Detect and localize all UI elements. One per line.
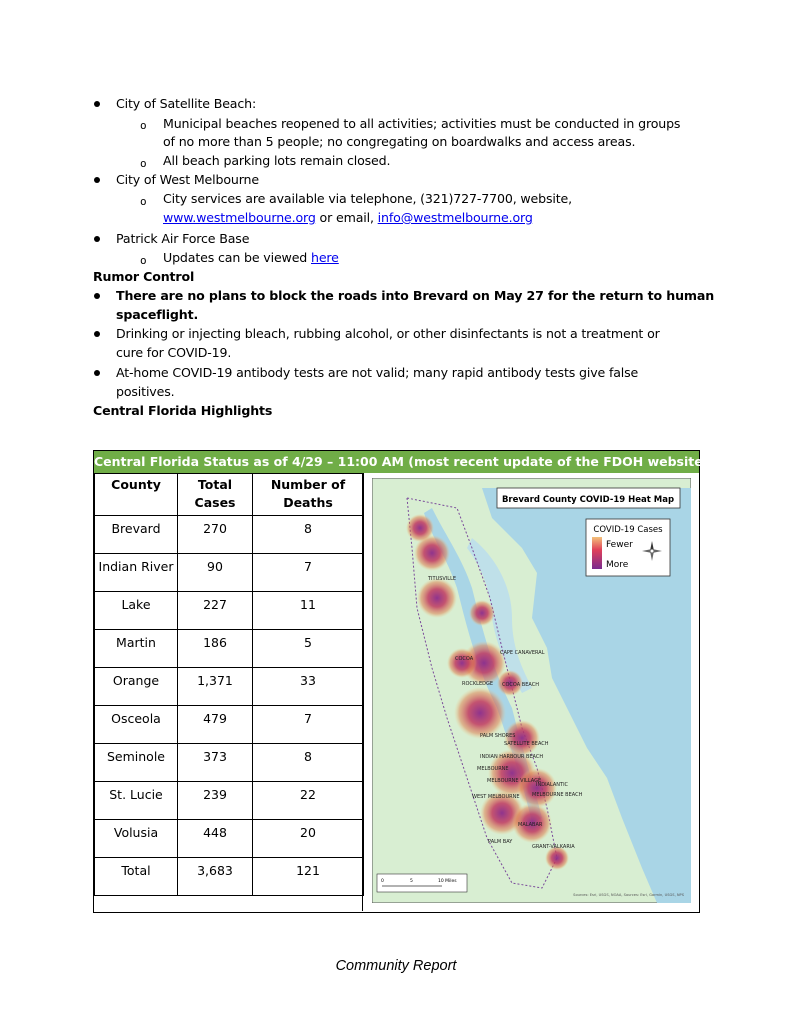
place-label: ROCKLEDGE — [462, 681, 494, 687]
heat-spot — [417, 578, 457, 618]
page-footer: Community Report — [335, 958, 457, 974]
sub-bullet: o — [140, 119, 147, 132]
table-row — [95, 630, 364, 668]
cell-cases: 1,371 — [178, 668, 253, 706]
place-label: WEST MELBOURNE — [472, 794, 520, 800]
cell-county: Indian River — [95, 554, 178, 592]
update-item-line: of no more than 5 people; no congregating on boardwalks and access areas. — [163, 134, 636, 149]
bullet — [94, 177, 100, 183]
table-row — [95, 820, 364, 858]
cell-county: Lake — [95, 592, 178, 630]
place-label: MELBOURNE BEACH — [532, 792, 583, 798]
rumor-item-line: positives. — [116, 384, 175, 399]
website-link[interactable]: www.westmelbourne.org — [163, 210, 316, 225]
table-row — [95, 744, 364, 782]
map-source-credit: Sources: Esri, USGS, NOAA, Sources: Esri, Garmin, USGS, NPS — [573, 893, 684, 897]
cell-deaths: 20 — [253, 820, 364, 858]
column-header-county: County — [95, 474, 178, 516]
total-cases-label: Total Cases — [194, 477, 236, 510]
cell-deaths: 7 — [253, 706, 364, 744]
table-header-row — [95, 474, 364, 516]
cell-county: Orange — [95, 668, 178, 706]
contact-line — [163, 208, 533, 227]
update-item-line: City services are available via telephone, (321)727-7700, website, — [163, 191, 572, 206]
cell-cases: 479 — [178, 706, 253, 744]
patrick-update-text: Updates can be viewed — [163, 250, 311, 265]
place-label: GRANT-VALKARIA — [532, 844, 575, 850]
cell-deaths: 8 — [253, 744, 364, 782]
cell-deaths: 22 — [253, 782, 364, 820]
cell-cases: 373 — [178, 744, 253, 782]
heat-spot — [517, 768, 557, 808]
heat-spot — [454, 687, 506, 739]
cell-deaths: 8 — [253, 516, 364, 554]
cell-deaths: 11 — [253, 592, 364, 630]
bullet — [94, 236, 100, 242]
table-row — [95, 668, 364, 706]
place-label: SATELLITE BEACH — [504, 741, 549, 747]
central-florida-highlights-heading: Central Florida Highlights — [93, 403, 273, 418]
scale-label: 10 Miles — [438, 879, 457, 884]
cell-county: Seminole — [95, 744, 178, 782]
update-title-patrick-afb: Patrick Air Force Base — [116, 231, 250, 246]
bullet — [94, 101, 100, 107]
heat-spot — [447, 648, 477, 678]
map-title: Brevard County COVID-19 Heat Map — [501, 495, 675, 505]
table-row — [95, 706, 364, 744]
cell-cases: 270 — [178, 516, 253, 554]
place-label: PALM SHORES — [480, 733, 516, 739]
cell-cases: 239 — [178, 782, 253, 820]
legend-more: More — [606, 560, 629, 570]
column-header-deaths — [253, 474, 364, 516]
brevard-heat-map — [372, 478, 691, 903]
status-table-container — [93, 450, 709, 913]
bullet — [94, 370, 100, 376]
cell-county: Osceola — [95, 706, 178, 744]
cell-cases: 448 — [178, 820, 253, 858]
update-item-line: All beach parking lots remain closed. — [163, 153, 391, 168]
cell-deaths: 121 — [253, 858, 364, 896]
sub-bullet: o — [140, 157, 147, 170]
place-label: MELBOURNE VILLAGE — [487, 778, 542, 784]
here-link[interactable]: here — [311, 250, 339, 265]
email-link[interactable]: info@westmelbourne.org — [377, 210, 533, 225]
rumor-control-heading: Rumor Control — [93, 269, 195, 284]
place-label: CAPE CANAVERAL — [500, 650, 545, 656]
cell-county: St. Lucie — [95, 782, 178, 820]
scale-label: 5 — [410, 879, 413, 884]
cell-cases: 90 — [178, 554, 253, 592]
deaths-label: Number of Deaths — [270, 477, 346, 510]
place-label: COCOA BEACH — [502, 682, 539, 688]
legend-gradient — [592, 537, 602, 569]
heat-map-cell — [362, 473, 699, 911]
cell-deaths: 7 — [253, 554, 364, 592]
table-row — [95, 516, 364, 554]
legend-title: COVID-19 Cases — [593, 525, 663, 535]
update-title-west-melbourne: City of West Melbourne — [116, 172, 259, 187]
cell-cases: 227 — [178, 592, 253, 630]
cell-county: Brevard — [95, 516, 178, 554]
place-label: MELBOURNE — [477, 766, 509, 772]
legend-fewer: Fewer — [606, 540, 633, 550]
place-label: MALABAR — [518, 822, 543, 828]
update-item-line: Municipal beaches reopened to all activities; activities must be conducted in groups — [163, 116, 681, 131]
cell-county: Martin — [95, 630, 178, 668]
rumor-item-line: cure for COVID-19. — [116, 345, 232, 360]
heat-spot — [406, 514, 434, 542]
table-row — [95, 858, 364, 896]
bullet — [94, 293, 100, 299]
cell-deaths: 33 — [253, 668, 364, 706]
sub-bullet: o — [140, 254, 147, 267]
cell-county: Volusia — [95, 820, 178, 858]
rumor-item-line: There are no plans to block the roads into Brevard on May 27 for the return to human — [116, 288, 715, 303]
cell-county: Total — [95, 858, 178, 896]
rumor-item-line: At-home COVID-19 antibody tests are not valid; many rapid antibody tests give false — [116, 365, 639, 380]
place-label: INDIALANTIC — [536, 782, 569, 788]
bullet — [94, 331, 100, 337]
cell-cases: 186 — [178, 630, 253, 668]
place-label: TITUSVILLE — [428, 576, 457, 582]
cell-cases: 3,683 — [178, 858, 253, 896]
or-email-text: or email, — [315, 210, 378, 225]
scale-label: 0 — [381, 879, 384, 884]
column-header-total-cases — [178, 474, 253, 516]
update-title-satellite-beach: City of Satellite Beach: — [116, 96, 257, 111]
sub-bullet: o — [140, 195, 147, 208]
table-row — [95, 782, 364, 820]
status-header: Central Florida Status as of 4/29 – 11:00 AM (most recent update of the FDOH website) — [94, 451, 699, 473]
patrick-update-line — [163, 248, 339, 267]
place-label: COCOA — [455, 656, 474, 662]
table-row — [95, 554, 364, 592]
county-rows — [95, 516, 364, 896]
heat-spot — [469, 600, 495, 626]
county-status-table — [94, 473, 364, 896]
table-row — [95, 592, 364, 630]
cell-deaths: 5 — [253, 630, 364, 668]
place-label: PALM BAY — [488, 839, 513, 845]
place-label: INDIAN HARBOUR BEACH — [480, 754, 544, 760]
rumor-item-line: Drinking or injecting bleach, rubbing alcohol, or other disinfectants is not a treatment or — [116, 326, 660, 341]
rumor-item-line: spaceflight. — [116, 307, 199, 322]
